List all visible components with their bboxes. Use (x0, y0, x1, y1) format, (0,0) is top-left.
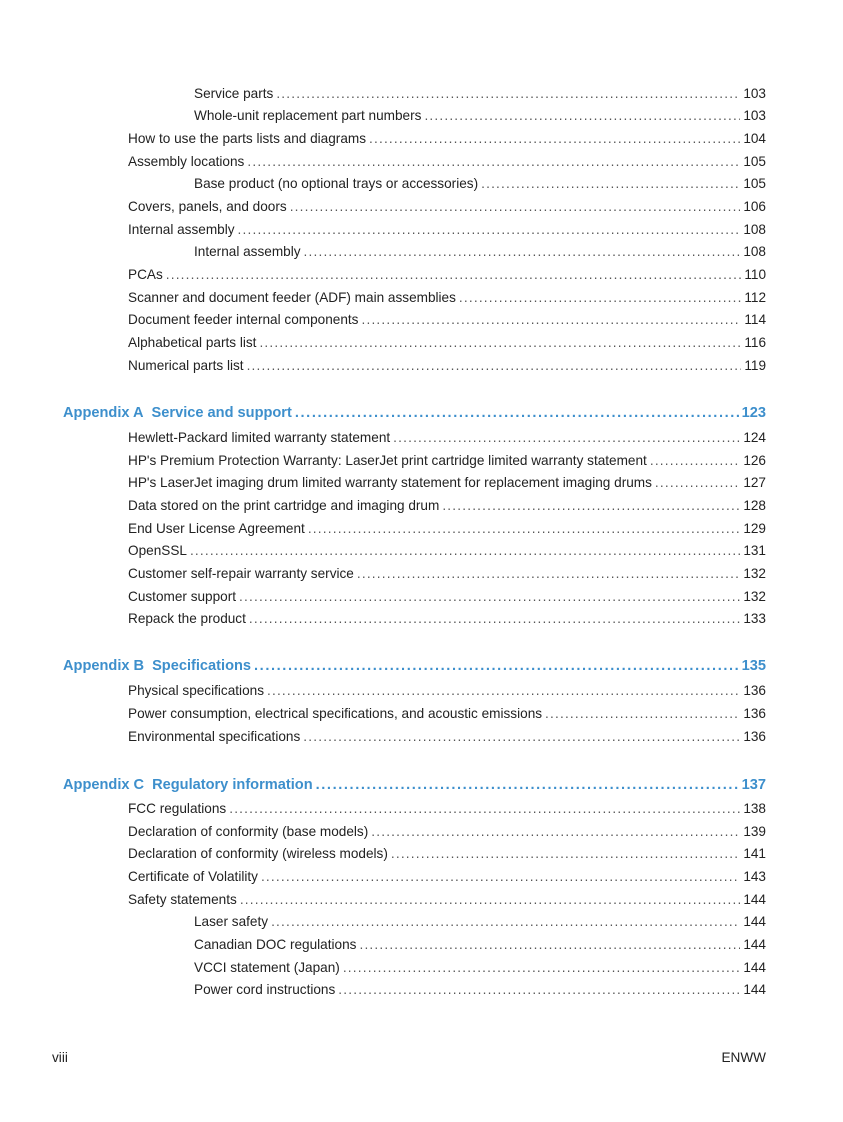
toc-entry-title: Service parts (194, 86, 274, 101)
toc-entry-title: Environmental specifications (128, 729, 301, 744)
dot-leader (267, 681, 740, 701)
toc-entry-title: OpenSSL (128, 543, 187, 558)
toc-entry-page: 144 (743, 892, 766, 907)
dot-leader (290, 197, 741, 217)
toc-entry[interactable] (194, 84, 766, 104)
toc-entry-page: 119 (744, 358, 766, 373)
toc-entry-title: Alphabetical parts list (128, 335, 257, 350)
toc-entry[interactable] (128, 799, 766, 819)
dot-leader (650, 451, 740, 471)
toc-entry-title: Document feeder internal components (128, 312, 359, 327)
dot-leader (545, 704, 740, 724)
toc-entry[interactable] (128, 473, 766, 493)
appendix-title: Service and support (151, 405, 292, 421)
appendix-title: Regulatory information (152, 777, 313, 793)
toc-entry-page: 133 (743, 611, 766, 626)
dot-leader (316, 775, 739, 795)
dot-leader (308, 519, 740, 539)
toc-entry-title: Internal assembly (128, 222, 235, 237)
dot-leader (655, 473, 740, 493)
toc-entry-title: Repack the product (128, 611, 246, 626)
toc-entry[interactable] (128, 541, 766, 561)
toc-entry[interactable] (128, 609, 766, 629)
toc-entry-title: FCC regulations (128, 801, 227, 816)
toc-entry-title: Data stored on the print cartridge and imaging drum (128, 498, 440, 513)
dot-leader (259, 333, 741, 353)
toc-entry[interactable] (128, 844, 766, 864)
toc-entry[interactable] (128, 822, 766, 842)
appendix-heading[interactable] (63, 656, 766, 676)
toc-entry-title: Power cord instructions (194, 982, 336, 997)
toc-entry-page: 105 (743, 176, 766, 191)
toc-entry-title: HP's LaserJet imaging drum limited warranty statement for replacement imaging drums (128, 475, 652, 490)
dot-leader (276, 84, 740, 104)
toc-entry-title: Physical specifications (128, 683, 264, 698)
dot-leader (271, 912, 740, 932)
dot-leader (229, 799, 740, 819)
dot-leader (338, 980, 740, 1000)
toc-entry-page: 144 (743, 914, 766, 929)
toc-entry-title: Numerical parts list (128, 358, 244, 373)
toc-entry-title: Scanner and document feeder (ADF) main assemblies (128, 290, 456, 305)
appendix-label: Appendix B (63, 658, 145, 674)
appendix-label: Appendix A (63, 405, 144, 421)
toc-entry-page: 116 (744, 335, 766, 350)
appendix-page: 135 (741, 658, 766, 674)
toc-entry-title: VCCI statement (Japan) (194, 960, 340, 975)
toc-entry[interactable] (128, 519, 766, 539)
toc-entry[interactable] (128, 890, 766, 910)
toc-entry[interactable] (128, 681, 766, 701)
toc-entry-page: 132 (743, 589, 766, 604)
dot-leader (239, 587, 740, 607)
toc-entry[interactable] (128, 197, 766, 217)
dot-leader (247, 152, 740, 172)
toc-entry[interactable] (128, 220, 766, 240)
toc-entry-page: 105 (743, 154, 766, 169)
toc-entry-page: 127 (743, 475, 766, 490)
toc-entry-title: Customer self-repair warranty service (128, 566, 354, 581)
dot-leader (190, 541, 740, 561)
toc-entry-page: 139 (743, 824, 766, 839)
dot-leader (361, 310, 741, 330)
toc-entry[interactable] (194, 106, 766, 126)
toc-entry[interactable] (128, 265, 766, 285)
toc-entry-page: 110 (744, 267, 766, 282)
toc-entry-title: Whole-unit replacement part numbers (194, 108, 422, 123)
toc-entry-title: End User License Agreement (128, 521, 305, 536)
toc-entry-page: 108 (743, 222, 766, 237)
toc-entry-title: Covers, panels, and doors (128, 199, 287, 214)
dot-leader (442, 496, 740, 516)
dot-leader (343, 958, 740, 978)
toc-entry-title: How to use the parts lists and diagrams (128, 131, 367, 146)
toc-entry-page: 144 (743, 937, 766, 952)
dot-leader (238, 220, 741, 240)
toc-entry[interactable] (128, 451, 766, 471)
footer-page-number: viii (52, 1050, 68, 1065)
appendix-title: Specifications (152, 658, 252, 674)
toc-entry[interactable] (128, 564, 766, 584)
toc-entry-page: 106 (743, 199, 766, 214)
toc-entry[interactable] (194, 935, 766, 955)
appendix-label: Appendix C (63, 777, 145, 793)
toc-entry-title: Laser safety (194, 914, 269, 929)
toc-entry-page: 104 (743, 131, 766, 146)
toc-entry-page: 103 (743, 86, 766, 101)
toc-entry-page: 124 (743, 430, 766, 445)
dot-leader (254, 656, 739, 676)
toc-entry-page: 143 (743, 869, 766, 884)
toc-entry-title: Customer support (128, 589, 237, 604)
toc-entry[interactable] (128, 727, 766, 747)
dot-leader (424, 106, 740, 126)
toc-entry-page: 112 (744, 290, 766, 305)
toc-entry-page: 103 (743, 108, 766, 123)
dot-leader (357, 564, 740, 584)
toc-entry-title: Base product (no optional trays or accessories) (194, 176, 479, 191)
toc-entry-title: Canadian DOC regulations (194, 937, 357, 952)
toc-entry-title: Assembly locations (128, 154, 245, 169)
toc-entry-title: HP's Premium Protection Warranty: LaserJet print cartridge limited warranty statement (128, 453, 647, 468)
dot-leader (369, 129, 740, 149)
dot-leader (295, 403, 739, 423)
dot-leader (247, 356, 742, 376)
toc-entry-page: 141 (743, 846, 766, 861)
toc-entry-page: 131 (743, 543, 766, 558)
dot-leader (459, 288, 741, 308)
dot-leader (371, 822, 740, 842)
toc-entry-title: Certificate of Volatility (128, 869, 258, 884)
toc-entry-page: 136 (743, 683, 766, 698)
dot-leader (261, 867, 740, 887)
toc-entry[interactable] (128, 288, 766, 308)
toc-entry-title: Internal assembly (194, 244, 301, 259)
toc-entry-page: 138 (743, 801, 766, 816)
toc-entry-page: 128 (743, 498, 766, 513)
toc-entry[interactable] (194, 242, 766, 262)
toc-entry-page: 129 (743, 521, 766, 536)
toc-entry[interactable] (128, 867, 766, 887)
toc-entry[interactable] (128, 152, 766, 172)
toc-entry[interactable] (128, 310, 766, 330)
toc-entry[interactable] (194, 174, 766, 194)
appendix-page: 137 (741, 777, 766, 793)
toc-entry[interactable] (128, 496, 766, 516)
dot-leader (391, 844, 740, 864)
dot-leader (240, 890, 741, 910)
toc-entry[interactable] (128, 428, 766, 448)
dot-leader (393, 428, 740, 448)
toc-entry-title: Hewlett-Packard limited warranty statement (128, 430, 391, 445)
toc-entry-title: Power consumption, electrical specifications, and acoustic emissions (128, 706, 543, 721)
toc-entry-page: 136 (743, 706, 766, 721)
dot-leader (304, 242, 741, 262)
toc-entry-title: Safety statements (128, 892, 237, 907)
appendix-heading[interactable] (63, 775, 766, 795)
dot-leader (249, 609, 740, 629)
toc-entry[interactable] (194, 980, 766, 1000)
toc-entry-page: 114 (744, 312, 766, 327)
toc-entry-page: 136 (743, 729, 766, 744)
toc-entry-title: PCAs (128, 267, 163, 282)
toc-entry[interactable] (194, 958, 766, 978)
appendix-page: 123 (741, 405, 766, 421)
footer-doc-code: ENWW (721, 1050, 766, 1065)
toc-entry[interactable] (128, 356, 766, 376)
toc-entry-title: Declaration of conformity (wireless models) (128, 846, 388, 861)
appendix-heading[interactable] (63, 403, 766, 423)
toc-entry[interactable] (128, 129, 766, 149)
toc-entry-page: 132 (743, 566, 766, 581)
toc-entry-title: Declaration of conformity (base models) (128, 824, 369, 839)
toc-entry[interactable] (128, 587, 766, 607)
dot-leader (303, 727, 740, 747)
toc-entry-page: 144 (743, 960, 766, 975)
toc-entry-page: 126 (743, 453, 766, 468)
toc-entry[interactable] (128, 704, 766, 724)
dot-leader (359, 935, 740, 955)
dot-leader (166, 265, 742, 285)
toc-entry[interactable] (194, 912, 766, 932)
dot-leader (481, 174, 740, 194)
toc-entry[interactable] (128, 333, 766, 353)
toc-entry-page: 108 (743, 244, 766, 259)
toc-entry-page: 144 (743, 982, 766, 997)
